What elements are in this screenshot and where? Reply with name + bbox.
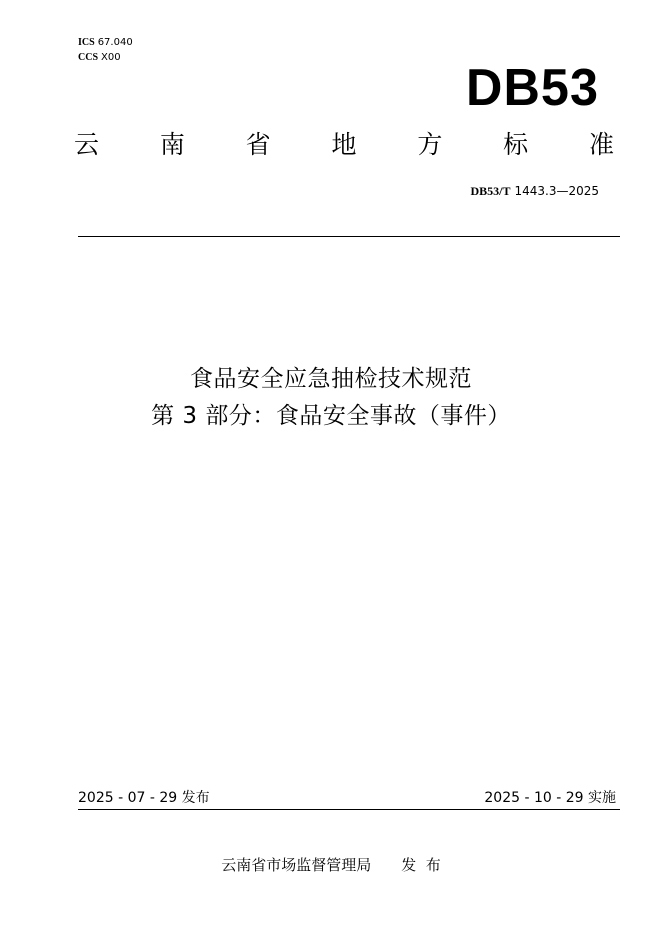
ics-value: 67.040: [97, 37, 133, 48]
standard-type-char: 标: [503, 130, 529, 159]
standard-type-char: 地: [331, 130, 357, 159]
classification-codes: [78, 35, 133, 65]
standard-number-prefix: DB53/T: [470, 184, 511, 198]
ics-code: [78, 35, 133, 50]
issuer-line: [0, 855, 662, 875]
top-divider: [78, 236, 620, 237]
standard-number-value: 1443.3—2025: [514, 184, 599, 198]
standard-number: [470, 183, 599, 199]
standard-type-char: 方: [417, 130, 443, 159]
ccs-value: X00: [101, 52, 121, 63]
db53-logo: [466, 59, 608, 118]
ccs-label: CCS: [78, 52, 99, 63]
ics-label: ICS: [78, 37, 95, 48]
standard-type-char: 南: [159, 130, 185, 159]
standard-type-char: 省: [245, 130, 271, 159]
ccs-code: [78, 50, 133, 65]
issuer-action: 发 布: [401, 856, 441, 874]
bottom-divider: [78, 809, 620, 810]
publish-date: 2025 - 07 - 29 发布: [78, 790, 210, 806]
document-title-line-2: 第 3 部分：食品安全事故（事件）: [151, 403, 511, 429]
standard-type-heading: [74, 128, 614, 162]
document-title-line-1: 食品安全应急抽检技术规范: [190, 366, 472, 392]
standard-type-char: 云: [74, 130, 100, 159]
logo-text: DB53: [466, 59, 600, 118]
issuer-name: 云南省市场监督管理局: [221, 856, 372, 874]
implement-date: 2025 - 10 - 29 实施: [484, 790, 616, 806]
standard-type-char: 准: [588, 130, 614, 159]
